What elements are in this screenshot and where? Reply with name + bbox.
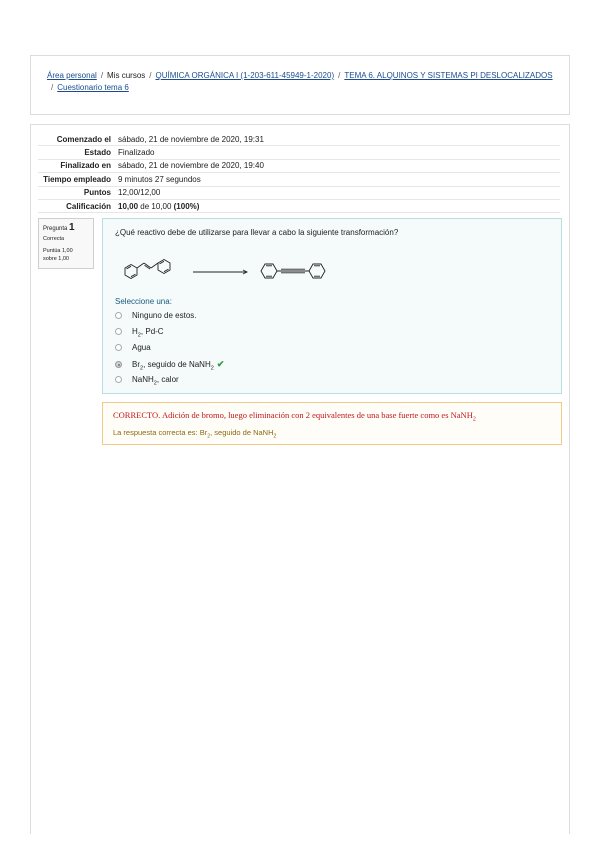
summary-label: Finalizado en	[38, 159, 116, 172]
answer-option-label	[132, 375, 179, 387]
answer-radio[interactable]	[115, 376, 122, 383]
summary-row	[38, 173, 560, 186]
feedback-subscript: 2	[472, 416, 476, 423]
answer-option-text: , seguido de NaNH	[143, 360, 211, 369]
summary-value: sábado, 21 de noviembre de 2020, 19:40	[116, 159, 560, 172]
question-info	[38, 218, 94, 269]
answer-option-subscript: 2	[210, 365, 214, 372]
answer-option-subscript: 2	[153, 380, 157, 387]
answer-option-text: , calor	[156, 375, 179, 384]
grade-of-text: de 10,00	[140, 201, 172, 211]
reaction-scheme-image	[111, 244, 351, 292]
feedback-text	[113, 410, 476, 423]
grade-score: 10,00	[118, 201, 139, 211]
summary-value: sábado, 21 de noviembre de 2020, 19:31	[116, 133, 560, 146]
answer-option-label	[132, 327, 164, 339]
answer-option-subscript: 2	[140, 365, 144, 372]
answer-option[interactable]	[115, 375, 179, 387]
correct-answer-prefix: La respuesta correcta es: Br	[113, 428, 208, 437]
breadcrumb-separator: /	[338, 71, 341, 80]
question-points-line1: Puntúa 1,00	[43, 248, 73, 254]
select-one-prompt: Seleccione una:	[115, 297, 172, 306]
question-points-line2: sobre 1,00	[43, 256, 69, 262]
answer-radio-selected[interactable]	[115, 361, 122, 368]
summary-row	[38, 159, 560, 172]
question-number-label: Pregunta	[43, 226, 68, 232]
answer-radio[interactable]	[115, 328, 122, 335]
correct-answer-text	[113, 428, 277, 440]
breadcrumb-my-courses: Mis cursos	[107, 71, 146, 80]
summary-value: 12,00/12,00	[116, 186, 560, 199]
breadcrumb	[30, 55, 570, 115]
breadcrumb-quiz-link[interactable]: Cuestionario tema 6	[57, 83, 129, 92]
breadcrumb-separator: /	[100, 71, 104, 80]
answer-option-subscript: 2	[137, 332, 141, 339]
answer-radio[interactable]	[115, 344, 122, 351]
grade-label: Calificación	[38, 199, 116, 212]
question-number	[43, 222, 89, 233]
summary-value: Finalizado	[116, 146, 560, 159]
question-status: Correcta	[43, 236, 65, 242]
question-number-value: 1	[69, 222, 75, 233]
breadcrumb-separator: /	[51, 83, 54, 92]
breadcrumb-home-link[interactable]: Área personal	[47, 71, 97, 80]
summary-row	[38, 186, 560, 199]
answer-option-label: Agua	[132, 343, 151, 352]
answer-option-text: NaNH	[132, 375, 154, 384]
breadcrumb-separator: /	[149, 71, 152, 80]
summary-row	[38, 146, 560, 159]
breadcrumb-topic-link[interactable]: TEMA 6. ALQUINOS Y SISTEMAS PI DESLOCALIZADOS	[344, 71, 553, 80]
question-box	[102, 218, 562, 394]
correct-answer-mid: , seguido de NaNH	[210, 428, 274, 437]
correct-answer-subscript: 2	[273, 433, 277, 440]
summary-label: Estado	[38, 146, 116, 159]
answer-option[interactable]	[115, 327, 164, 339]
attempt-summary-table	[38, 133, 560, 213]
answer-option-selected[interactable]	[115, 359, 224, 370]
feedback-main: CORRECTO. Adición de bromo, luego eliminación con 2 equivalentes de una base fuerte como es NaNH	[113, 410, 473, 420]
summary-row	[38, 133, 560, 146]
question-text: ¿Qué reactivo debe de utilizarse para llevar a cabo la siguiente transformación?	[115, 228, 399, 237]
answer-option-text: , Pd-C	[140, 327, 164, 336]
correct-answer-subscript: 2	[207, 433, 211, 440]
correct-check-icon: ✔	[216, 359, 225, 369]
breadcrumb-course-link[interactable]: QUÍMICA ORGÁNICA I (1-203-611-45949-1-2020)	[155, 71, 335, 80]
answer-option-label	[132, 360, 214, 372]
answer-radio[interactable]	[115, 312, 122, 319]
grade-percent: (100%)	[173, 201, 200, 211]
answer-option-text: H	[132, 327, 138, 336]
summary-row-grade	[38, 199, 560, 212]
grade-value	[116, 199, 560, 212]
answer-option[interactable]	[115, 311, 197, 320]
summary-label: Comenzado el	[38, 133, 116, 146]
answer-option-label: Ninguno de estos.	[132, 311, 197, 320]
answer-option-text: Br	[132, 360, 140, 369]
feedback-box	[102, 402, 562, 445]
summary-value: 9 minutos 27 segundos	[116, 173, 560, 186]
summary-label: Tiempo empleado	[38, 173, 116, 186]
answer-option[interactable]	[115, 343, 151, 352]
summary-label: Puntos	[38, 186, 116, 199]
